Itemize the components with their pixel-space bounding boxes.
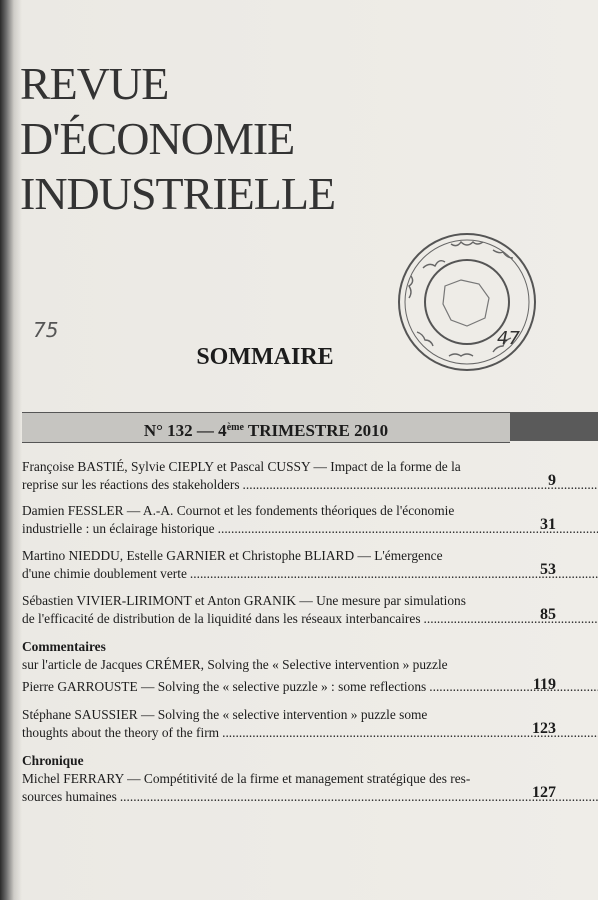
toc-entry-title-end: d'une chimie doublement verte (22, 566, 187, 581)
toc-entry-title-continuation (22, 724, 510, 742)
toc-page-number[interactable]: 119 (532, 676, 556, 693)
issue-number: N° 132 — 4 (143, 421, 227, 440)
toc-entry-title-end: reprise sur les réactions des stakeholders (22, 477, 240, 492)
dot-leader (429, 679, 598, 694)
toc-entry-title-end: sources humaines (22, 789, 117, 804)
chronique-section[interactable] (22, 752, 510, 806)
toc-entry-title-continuation (22, 788, 510, 806)
toc-entry[interactable] (22, 592, 510, 628)
journal-title-line-3: INDUSTRIELLE (20, 168, 336, 219)
toc-page-number[interactable]: 123 (532, 720, 556, 737)
issue-sup: ème (226, 422, 244, 433)
toc-entry-authors-title: Pierre GARROUSTE — Solving the « selective puzzle » : some reflections (22, 679, 427, 694)
toc-entry-authors-title: Martino NIEDDU, Estelle GARNIER et Christophe BLIARD — L'émergence (22, 548, 443, 563)
toc-page-number[interactable]: 85 (540, 606, 556, 623)
toc-entry-authors-title: Sébastien VIVIER-LIRIMONT et Anton GRANIK — Une mesure par simulations (22, 593, 466, 608)
dot-leader (424, 611, 598, 626)
toc-entry-title-continuation (22, 610, 510, 628)
toc-entry[interactable] (22, 547, 510, 583)
toc-entry[interactable] (22, 458, 510, 494)
toc-entry[interactable] (22, 502, 510, 538)
stamp-handwritten-number: 47 (497, 328, 520, 349)
toc-entry-title-end: thoughts about the theory of the firm (22, 725, 220, 740)
section-title-commentaires: Commentaires (22, 639, 106, 654)
toc-entry-title-end: de l'efficacité de distribution de la liquidité dans les réseaux interbancaires (22, 611, 421, 626)
toc-entry[interactable] (22, 678, 510, 696)
toc-page-number[interactable]: 31 (540, 516, 556, 533)
toc-page-number[interactable]: 53 (540, 561, 556, 578)
toc-entry-authors-title: Stéphane SAUSSIER — Solving the « selective intervention » puzzle some (22, 707, 428, 722)
commentaires-section (22, 638, 510, 674)
toc-page-number[interactable]: 127 (532, 784, 556, 801)
issue-banner (22, 412, 510, 443)
toc-entry-title-continuation (22, 520, 510, 538)
toc-entry-title-end: industrielle : un éclairage historique (22, 521, 215, 536)
commentaires-subtitle: sur l'article de Jacques CRÉMER, Solving the « Selective intervention » puzzle (22, 657, 448, 672)
banner-edge (510, 412, 598, 441)
handwritten-annotation: 75 (33, 318, 59, 342)
journal-title-line-2: D'ÉCONOMIE (20, 113, 295, 164)
toc-entry-title-continuation (22, 476, 510, 494)
toc-entry[interactable] (22, 706, 510, 742)
toc-entry-title-continuation (22, 565, 510, 583)
toc-entry-authors-title: Damien FESSLER — A.-A. Cournot et les fondements théoriques de l'économie (22, 503, 455, 518)
toc-entry-authors-title: Françoise BASTIÉ, Sylvie CIEPLY et Pascal CUSSY — Impact de la forme de la (22, 459, 461, 474)
sommaire-heading: SOMMAIRE (196, 344, 334, 370)
toc-page-number[interactable]: 9 (548, 472, 556, 489)
journal-title-line-1: REVUE (20, 58, 169, 109)
issue-period: TRIMESTRE 2010 (243, 421, 389, 440)
journal-title (20, 56, 335, 221)
toc-entry-authors-title: Michel FERRARY — Compétitivité de la firme et management stratégique des res- (22, 771, 471, 786)
toc-entry-line (22, 678, 510, 696)
section-title-chronique: Chronique (22, 753, 84, 768)
